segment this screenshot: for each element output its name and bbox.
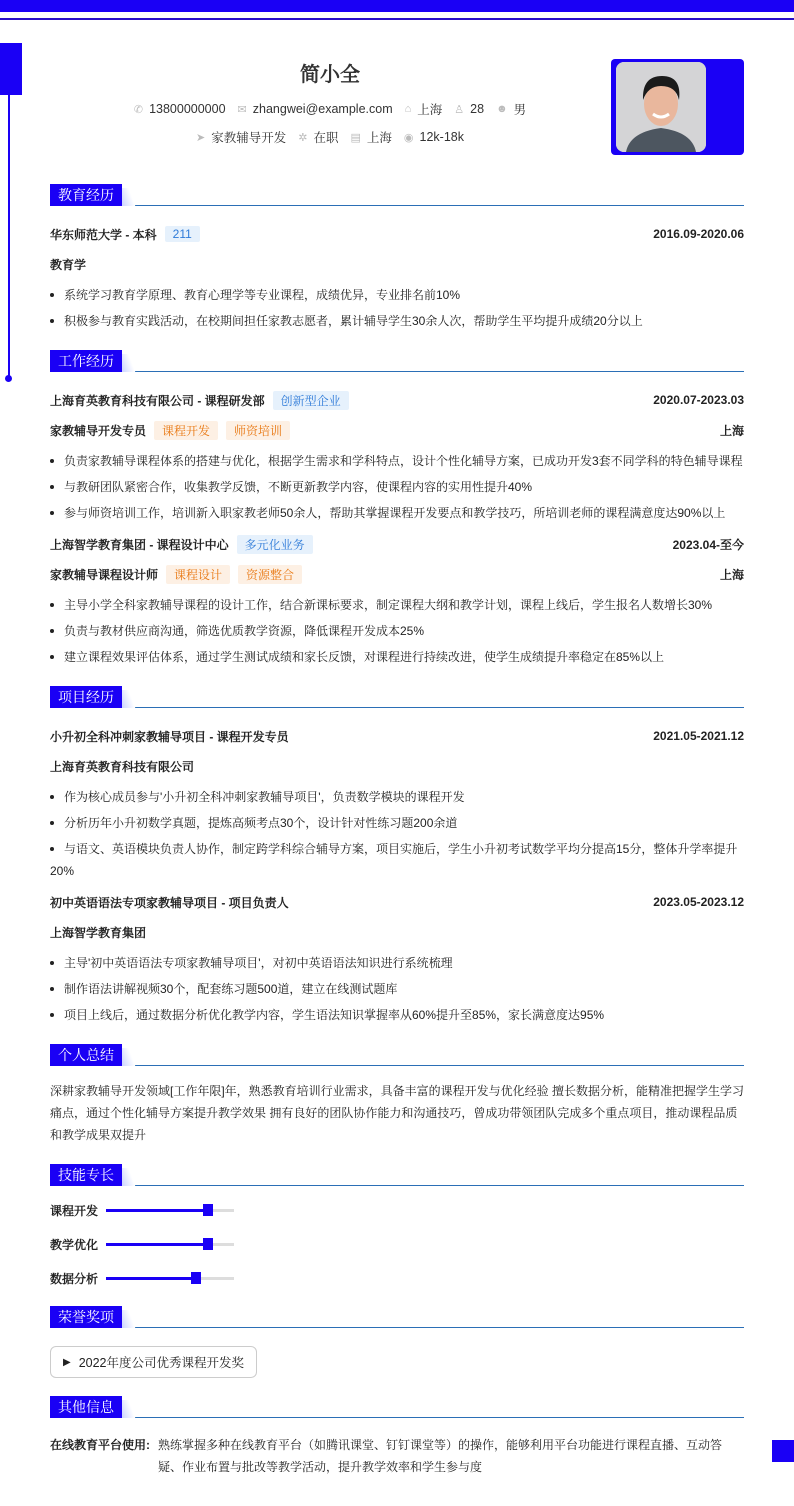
school-tag: 211: [165, 226, 200, 242]
list-item: 建立课程效果评估体系，通过学生测试成绩和家长反馈，对课程进行持续改进，使学生成绩提升率稳定在85%以上: [50, 646, 744, 668]
school: 华东师范大学 - 本科: [50, 227, 157, 242]
home-icon: ⌂: [404, 103, 412, 115]
age: 28: [470, 102, 485, 116]
section-skills: 技能专长: [50, 1164, 744, 1186]
project-name: 初中英语语法专项家教辅导项目 - 项目负责人: [50, 895, 289, 910]
job-intent: 家教辅导开发: [211, 131, 287, 145]
list-item: 项目上线后，通过数据分析优化教学内容，学生语法知识掌握率从60%提升至85%，家长满意度达95%: [50, 1004, 744, 1026]
city: 上海: [417, 103, 443, 117]
candidate-name: 简小全: [300, 64, 360, 86]
company: 上海智学教育集团 - 课程设计中心: [50, 537, 229, 552]
job-status: 在职: [313, 131, 339, 145]
skill-level-bar: [106, 1209, 234, 1212]
work-city: 上海: [366, 131, 392, 145]
salary-icon: ◉: [403, 131, 414, 144]
phone-icon: ✆: [133, 103, 144, 116]
list-item: 负责与教材供应商沟通，筛选优质教学资源，降低课程开发成本25%: [50, 620, 744, 642]
skill-item: 教学优化: [50, 1234, 403, 1254]
top-divider: [0, 18, 794, 20]
major: 教育学: [50, 257, 87, 272]
profile-header: [50, 58, 610, 146]
work-city: 上海: [719, 567, 744, 582]
section-education: 教育经历: [50, 184, 744, 206]
left-accent-line: [8, 95, 10, 378]
skill-item: 课程开发: [50, 1200, 403, 1220]
status-icon: ✲: [298, 131, 308, 144]
gender: 男: [513, 103, 527, 117]
project-name: 小升初全科冲刺家教辅导项目 - 课程开发专员: [50, 729, 289, 744]
work-date: 2020.07-2023.03: [653, 393, 744, 407]
list-item: 主导'初中英语语法专项家教辅导项目'，对初中英语语法知识进行系统梳理: [50, 952, 744, 974]
email-icon: ✉: [237, 103, 247, 116]
triangle-right-icon: ▶: [63, 1356, 71, 1368]
salary: 12k-18k: [419, 130, 464, 144]
send-icon: ➤: [196, 131, 206, 144]
email: zhangwei@example.com: [252, 102, 393, 116]
other-info: 在线教育平台使用: 熟练掌握多种在线教育平台（如腾讯课堂、钉钉课堂等）的操作，能够利用平台功能进行课程直播、互动答疑、作业布置与批改等教学活动，提升教学效率和学生参与度: [50, 1438, 723, 1474]
section-other: 其他信息: [50, 1396, 744, 1418]
project-date: 2021.05-2021.12: [653, 729, 744, 743]
skill-item: 数据分析: [50, 1268, 403, 1288]
avatar: [616, 62, 706, 152]
company: 上海育英教育科技有限公司 - 课程研发部: [50, 393, 265, 408]
list-item: 参与师资培训工作，培训新入职家教老师50余人，帮助其掌握课程开发要点和教学技巧，所培训老师的课程满意度达90%以上: [50, 502, 744, 524]
skill-level-bar: [106, 1277, 234, 1280]
work-city: 上海: [719, 423, 744, 438]
edu-date: 2016.09-2020.06: [653, 227, 744, 241]
photo-frame: [611, 59, 744, 155]
list-item: 积极参与教育实践活动，在校期间担任家教志愿者，累计辅导学生30余人次，帮助学生平均提升成绩20分以上: [50, 310, 744, 332]
role: 家教辅导课程设计师: [50, 567, 159, 582]
company-tag: 创新型企业: [273, 391, 349, 410]
left-accent-dot: [5, 375, 12, 382]
list-item: 主导小学全科家教辅导课程的设计工作，结合新课标要求，制定课程大纲和教学计划，课程上线后，学生报名人数增长30%: [50, 594, 744, 616]
section-work: 工作经历: [50, 350, 744, 372]
project-org: 上海育英教育科技有限公司: [50, 759, 195, 774]
list-item: 分析历年小升初数学真题，提炼高频考点30个，设计针对性练习题200余道: [50, 812, 744, 834]
award-item[interactable]: ▶ 2022年度公司优秀课程开发奖: [50, 1346, 257, 1378]
building-icon: ▤: [350, 131, 361, 144]
right-accent-block: [772, 1440, 794, 1462]
list-item: 制作语法讲解视频30个，配套练习题500道，建立在线测试题库: [50, 978, 744, 1000]
section-awards: 荣誉奖项: [50, 1306, 744, 1328]
project-date: 2023.05-2023.12: [653, 895, 744, 909]
age-icon: ♙: [454, 103, 465, 116]
work-date: 2023.04-至今: [672, 537, 744, 552]
role-tag: 课程设计: [166, 565, 230, 584]
role: 家教辅导开发专员: [50, 423, 147, 438]
company-tag: 多元化业务: [237, 535, 313, 554]
summary-text: 深耕家教辅导开发领域[工作年限]年，熟悉教育培训行业需求，具备丰富的课程开发与优化经验 擅长数据分析，能精准把握学生学习痛点，通过个性化辅导方案提升教学效果 拥有良好的团队协作能力和沟通技巧，曾成功带领团队完成多个重点项目，推动课程品质和教学成果双提升: [50, 1084, 745, 1142]
top-bar: [0, 0, 794, 12]
phone: 13800000000: [149, 102, 226, 116]
list-item: 作为核心成员参与'小升初全科冲刺家教辅导项目'，负责数学模块的课程开发: [50, 786, 744, 808]
list-item: 与语文、英语模块负责人协作，制定跨学科综合辅导方案，项目实施后，学生小升初考试数学平均分提高15分，整体升学率提升20%: [50, 838, 744, 882]
project-org: 上海智学教育集团: [50, 925, 147, 940]
left-accent-block: [0, 43, 22, 95]
list-item: 系统学习教育学原理、教育心理学等专业课程，成绩优异，专业排名前10%: [50, 284, 744, 306]
section-summary: 个人总结: [50, 1044, 744, 1066]
section-projects: 项目经历: [50, 686, 744, 708]
list-item: 负责家教辅导课程体系的搭建与优化，根据学生需求和学科特点，设计个性化辅导方案，已成功开发3套不同学科的特色辅导课程: [50, 450, 744, 472]
gender-icon: ☻: [496, 103, 508, 115]
role-tag: 师资培训: [226, 421, 290, 440]
role-tag: 资源整合: [238, 565, 302, 584]
skill-level-bar: [106, 1243, 234, 1246]
role-tag: 课程开发: [154, 421, 218, 440]
list-item: 与教研团队紧密合作，收集教学反馈，不断更新教学内容，使课程内容的实用性提升40%: [50, 476, 744, 498]
